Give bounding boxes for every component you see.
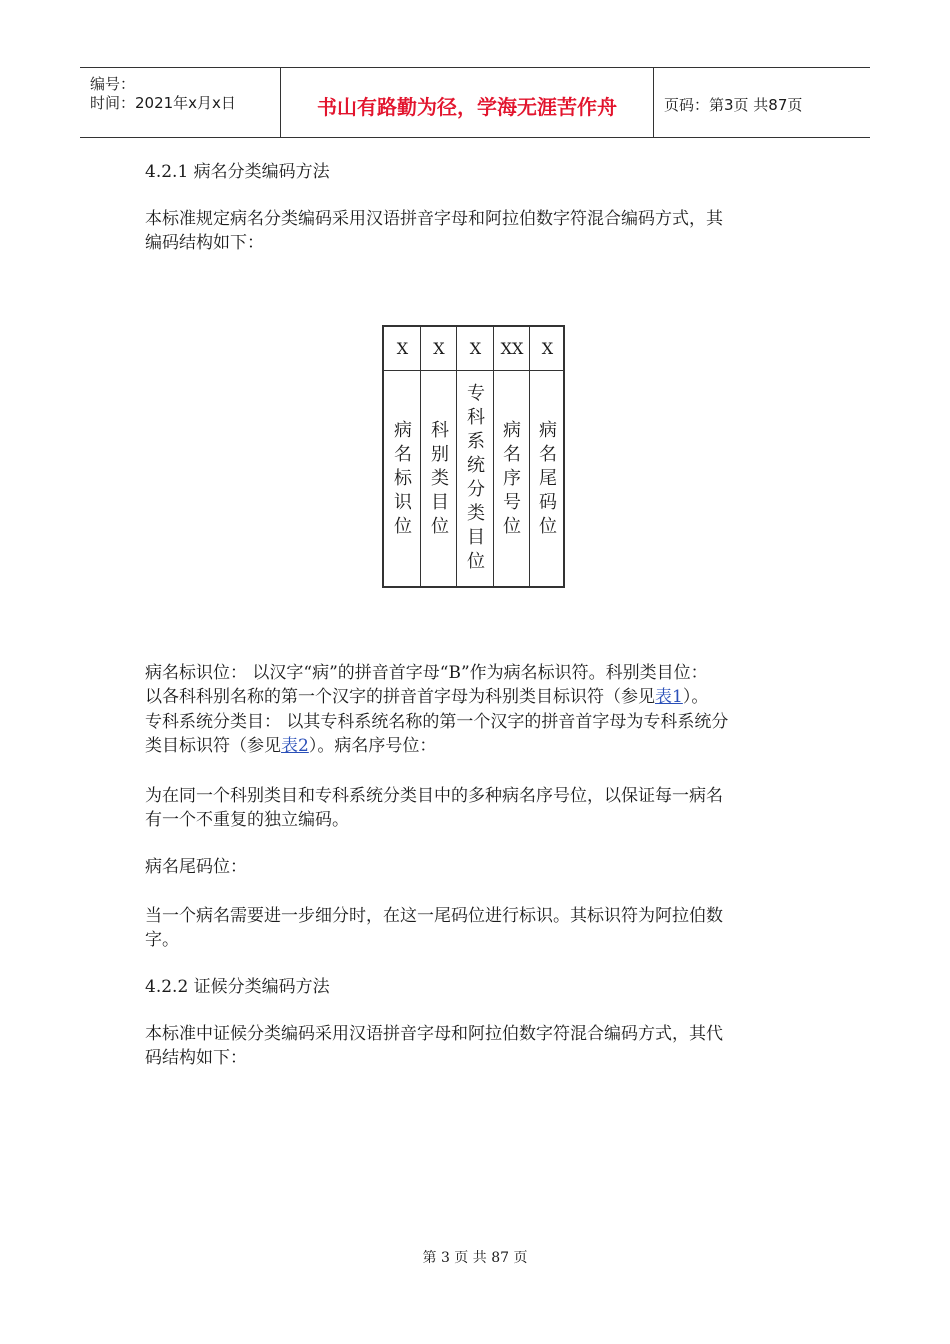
column-label: 病名序号位: [503, 420, 521, 537]
paragraph: 有一个不重复的独立编码。: [145, 810, 349, 830]
motto-text: 书山有路勤为径，学海无涯苦作舟: [317, 95, 617, 119]
paragraph: [145, 685, 708, 709]
paragraph: 编码结构如下：: [145, 233, 264, 253]
page-info-text: 页码：第3页 共87页: [664, 96, 803, 114]
header-page-info: [654, 68, 870, 137]
paragraph: 病名标识位： 以汉字“病”的拼音首字母“B”作为病名标识符。科别类目位：: [145, 663, 708, 683]
table1-link[interactable]: 表1: [655, 687, 683, 707]
text-span: 以各科科别名称的第一个汉字的拼音首字母为科别类目标识符（参见: [145, 687, 655, 707]
column-label: 科别类目位: [431, 420, 449, 537]
code-symbol: X: [541, 339, 554, 358]
header-motto: [281, 68, 654, 137]
paragraph: 当一个病名需要进一步细分时，在这一尾码位进行标识。其标识符为阿拉伯数: [145, 906, 723, 926]
paragraph: 字。: [145, 930, 179, 950]
header-meta: [80, 68, 281, 137]
section-heading-422: 4.2.2 证候分类编码方法: [145, 977, 330, 997]
table2-link[interactable]: 表2: [281, 736, 309, 756]
column-label: 病名标识位: [394, 420, 412, 537]
code-symbol: X: [469, 339, 482, 358]
paragraph: 码结构如下：: [145, 1048, 247, 1068]
number-label: 编号：: [90, 75, 136, 93]
time-label: 时间：2021年x月x日: [90, 94, 236, 112]
code-symbol: X: [433, 339, 445, 358]
text-span: ）。: [682, 687, 709, 707]
paragraph: 本标准中证候分类编码采用汉语拼音字母和阿拉伯数字符混合编码方式，其代: [145, 1024, 723, 1044]
page-header: [80, 67, 870, 138]
code-structure-table: [382, 325, 565, 588]
section-heading-421: 4.2.1 病名分类编码方法: [145, 162, 330, 182]
text-span: 类目标识符（参见: [145, 736, 281, 756]
column-label: 专科系统分类目位: [467, 383, 485, 572]
code-symbol: XX: [500, 339, 524, 358]
code-symbol: X: [396, 339, 409, 358]
paragraph: [145, 734, 436, 758]
text-span: ）。病名序号位：: [308, 736, 437, 756]
paragraph: 病名尾码位：: [145, 857, 247, 877]
table-divider: [384, 370, 563, 371]
paragraph: 本标准规定病名分类编码采用汉语拼音字母和阿拉伯数字符混合编码方式，其: [145, 209, 723, 229]
column-label: 病名尾码位: [539, 420, 557, 537]
page-footer: 第 3 页 共 87 页: [422, 1250, 528, 1266]
paragraph: 专科系统分类目： 以其专科系统名称的第一个汉字的拼音首字母为专科系统分: [145, 712, 729, 732]
paragraph: 为在同一个科别类目和专科系统分类目中的多种病名序号位，以保证每一病名: [145, 786, 723, 806]
